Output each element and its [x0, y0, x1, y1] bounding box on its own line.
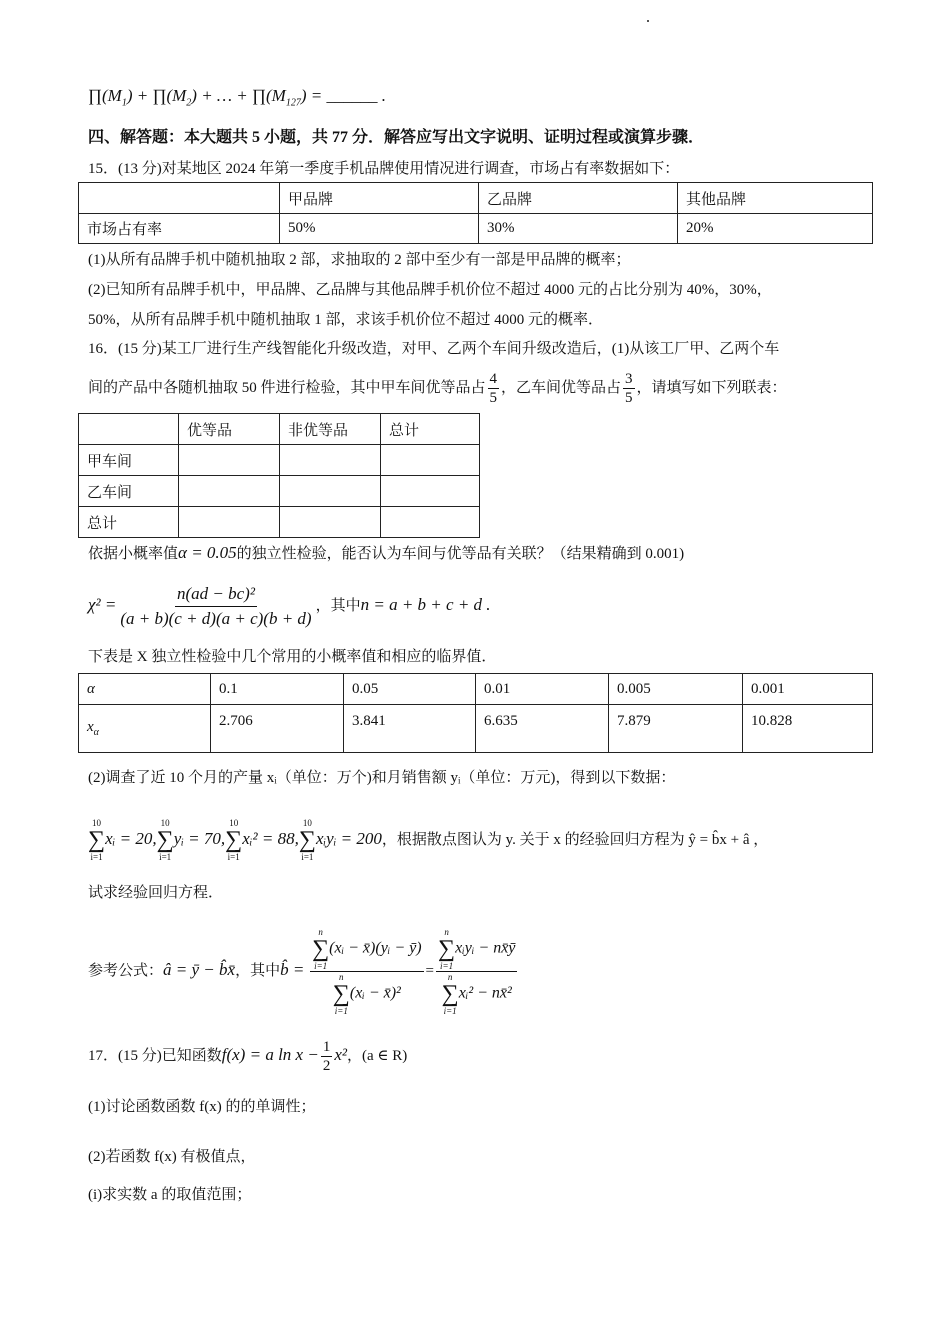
product-sum-line	[88, 86, 386, 113]
fraction	[436, 927, 517, 1016]
sigma-icon: 10 ∑ i=1	[225, 818, 243, 862]
q15-part1: (1)从所有品牌手机中随机抽取 2 部，求抽取的 2 部中至少有一部是甲品牌的概率；	[88, 252, 631, 268]
table-cell: 0.005	[609, 674, 743, 705]
table-header-cell: 优等品	[179, 414, 280, 445]
table-header-cell	[79, 183, 280, 214]
fraction	[321, 1038, 333, 1075]
q16-stem1: 16．(15 分)某工厂进行生产线智能化升级改造，对甲、乙两个车间升级改造后，(1)从该工厂甲、乙两个车	[88, 341, 780, 357]
table-cell: 2.706	[211, 705, 344, 753]
q17-part2i: (i)求实数 a 的取值范围；	[88, 1187, 252, 1203]
contingency-table	[78, 413, 480, 538]
numerator: 1	[322, 1039, 331, 1056]
q17-part2: (2)若函数 f(x) 有极值点，	[88, 1149, 256, 1165]
table-header-cell: 其他品牌	[678, 183, 873, 214]
text: 间的产品中各随机抽取 50 件进行检验，其中甲车间优等品占	[88, 380, 486, 396]
lower: i=1	[227, 852, 240, 862]
fraction	[310, 927, 423, 1016]
text: ，(a ∈ R)	[346, 1048, 408, 1064]
text: ，乙车间优等品占	[501, 380, 622, 396]
table-header-cell: 非优等品	[280, 414, 381, 445]
math: â = ȳ − b̂x̄	[163, 960, 236, 979]
sigma-icon: 10 ∑ i=1	[298, 818, 316, 862]
denominator: 5	[625, 390, 633, 407]
table-cell: 20%	[678, 214, 873, 244]
table-cell: 0.01	[476, 674, 609, 705]
denominator: (a + b)(c + d)(a + c)(b + d)	[120, 609, 312, 629]
math: =	[425, 963, 435, 979]
blank-cell[interactable]	[381, 445, 480, 476]
lower: i=1	[90, 852, 103, 862]
upper: 10	[302, 818, 312, 828]
math: (xᵢ − x̄)²	[349, 984, 401, 1002]
q16-ask: 试求经验回归方程．	[88, 885, 224, 901]
q15-part2b: 50%，从所有品牌手机中随机抽取 1 部，求该手机价位不超过 4000 元的概率．	[88, 312, 603, 328]
table-cell: 3.841	[344, 705, 476, 753]
table-cell	[79, 705, 211, 753]
math: χ² =	[88, 595, 117, 614]
chi-square-formula	[88, 580, 491, 631]
math: x²	[334, 1045, 347, 1064]
text: ，其中	[235, 963, 281, 979]
formula-part: ) = ______ .	[300, 86, 386, 105]
numerator	[436, 927, 517, 972]
text: ，请填写如下列联表：	[636, 380, 787, 396]
table-header-cell: 总计	[381, 414, 480, 445]
table-cell: 50%	[280, 214, 479, 244]
table-cell: 0.1	[211, 674, 344, 705]
blank-cell[interactable]	[381, 476, 480, 507]
sigma-icon: n ∑ i=1	[312, 927, 330, 972]
numerator: 4	[489, 371, 498, 388]
table-cell: 6.635	[476, 705, 609, 753]
subscript: 1	[121, 97, 127, 109]
table-header-cell	[79, 414, 179, 445]
fraction	[488, 370, 500, 407]
table-cell: 7.879	[609, 705, 743, 753]
math: xᵢ² − nx̄²	[458, 984, 512, 1002]
upper: 10	[229, 818, 239, 828]
text: 参考公式：	[88, 963, 164, 979]
subscript: 127	[285, 97, 301, 109]
upper: n	[339, 972, 344, 983]
q15-part2a: (2)已知所有品牌手机中，甲品牌、乙品牌与其他品牌手机价位不超过 4000 元的占比分别为 40%，30%，	[88, 282, 772, 298]
section-heading: 四、解答题：本大题共 5 小题，共 77 分．解答应写出文字说明、证明过程或演算步骤．	[88, 129, 705, 146]
market-share-table	[78, 182, 873, 244]
alpha-line	[88, 543, 684, 564]
math: n = a + b + c + d .	[360, 595, 491, 614]
q16-stem2	[88, 368, 787, 408]
page-mark	[647, 20, 649, 22]
fraction	[623, 370, 635, 407]
formula-part: ) + ∏(M	[126, 86, 187, 105]
sigma-icon: 10 ∑ i=1	[156, 818, 174, 862]
blank-cell[interactable]	[280, 445, 381, 476]
math: f(x) = a ln x −	[221, 1045, 319, 1064]
lower: i=1	[334, 1006, 348, 1017]
table-cell: α	[79, 674, 211, 705]
table-cell: 市场占有率	[79, 214, 280, 244]
text: 的独立性检验，能否认为车间与优等品有关联？（结果精确到 0.001)	[236, 546, 685, 562]
math: xᵢyᵢ − nx̄ȳ	[455, 939, 516, 957]
row-label: 乙车间	[79, 476, 179, 507]
blank-cell[interactable]	[381, 507, 480, 538]
formula-part: ) + … + ∏(M	[191, 86, 286, 105]
upper: n	[318, 927, 323, 938]
upper: 10	[160, 818, 170, 828]
lower: i=1	[159, 852, 172, 862]
math: xᵢ = 20,	[105, 828, 157, 848]
fraction	[118, 582, 313, 631]
table-cell: 0.05	[344, 674, 476, 705]
q16-part2: (2)调查了近 10 个月的产量 xᵢ（单位：万个)和月销售额 yᵢ（单位：万元)，得到以下数据：	[88, 770, 676, 786]
text: 依据小概率值	[88, 546, 179, 562]
math: α = 0.05	[178, 543, 237, 562]
text: ，根据散点图认为 y. 关于 x 的经验回归方程为 ŷ = b̂x + â ，	[381, 831, 769, 848]
reference-formula	[88, 925, 519, 1016]
row-label: 甲车间	[79, 445, 179, 476]
lower: i=1	[314, 961, 328, 972]
text: ，其中	[315, 598, 361, 614]
math: yᵢ = 70,	[173, 828, 226, 848]
numerator: n(ad − bc)²	[175, 582, 257, 607]
subscript: 2	[186, 97, 192, 109]
lower: i=1	[440, 961, 454, 972]
subscript: α	[93, 727, 99, 738]
formula-part: ∏(M	[88, 86, 122, 105]
math: xᵢ² = 88,	[242, 828, 299, 848]
table-header-cell: 乙品牌	[479, 183, 678, 214]
sigma-icon: n ∑ i=1	[441, 972, 459, 1017]
table-cell: 10.828	[743, 705, 873, 753]
row-label: 总计	[79, 507, 179, 538]
blank-cell[interactable]	[280, 507, 381, 538]
lower: i=1	[443, 1006, 457, 1017]
upper: n	[444, 927, 449, 938]
denominator: 2	[322, 1058, 331, 1075]
sigma-icon: n ∑ i=1	[332, 972, 350, 1017]
denominator: 5	[489, 390, 498, 407]
numerator	[310, 927, 423, 972]
math: x	[87, 719, 94, 735]
blank-cell[interactable]	[280, 476, 381, 507]
blank-cell[interactable]	[179, 476, 280, 507]
table-cell: 0.001	[743, 674, 873, 705]
sums-line	[88, 818, 768, 862]
math: b̂ =	[280, 960, 305, 979]
denominator	[440, 972, 514, 1016]
upper: 10	[92, 818, 102, 828]
math: xᵢyᵢ = 200	[315, 828, 382, 848]
text: 17．(15 分)已知函数	[88, 1048, 222, 1064]
math: (xᵢ − x̄)(yᵢ − ȳ)	[329, 939, 422, 957]
q15-stem: 15．(13 分)对某地区 2024 年第一季度手机品牌使用情况进行调查，市场占有率数据如下：	[88, 161, 680, 177]
numerator: 3	[625, 371, 633, 388]
sigma-icon: 10 ∑ i=1	[88, 818, 106, 862]
sigma-icon: n ∑ i=1	[438, 927, 456, 972]
table-cell: 30%	[479, 214, 678, 244]
denominator	[331, 972, 403, 1016]
blank-cell[interactable]	[179, 507, 280, 538]
critical-intro: 下表是 X 独立性检验中几个常用的小概率值和相应的临界值．	[88, 649, 497, 665]
critical-value-table	[78, 673, 873, 753]
upper: n	[447, 972, 453, 983]
table-header-cell: 甲品牌	[280, 183, 479, 214]
blank-cell[interactable]	[179, 445, 280, 476]
lower: i=1	[301, 852, 314, 862]
q17-stem	[88, 1035, 407, 1076]
q17-part1: (1)讨论函数函数 f(x) 的的单调性；	[88, 1099, 316, 1115]
